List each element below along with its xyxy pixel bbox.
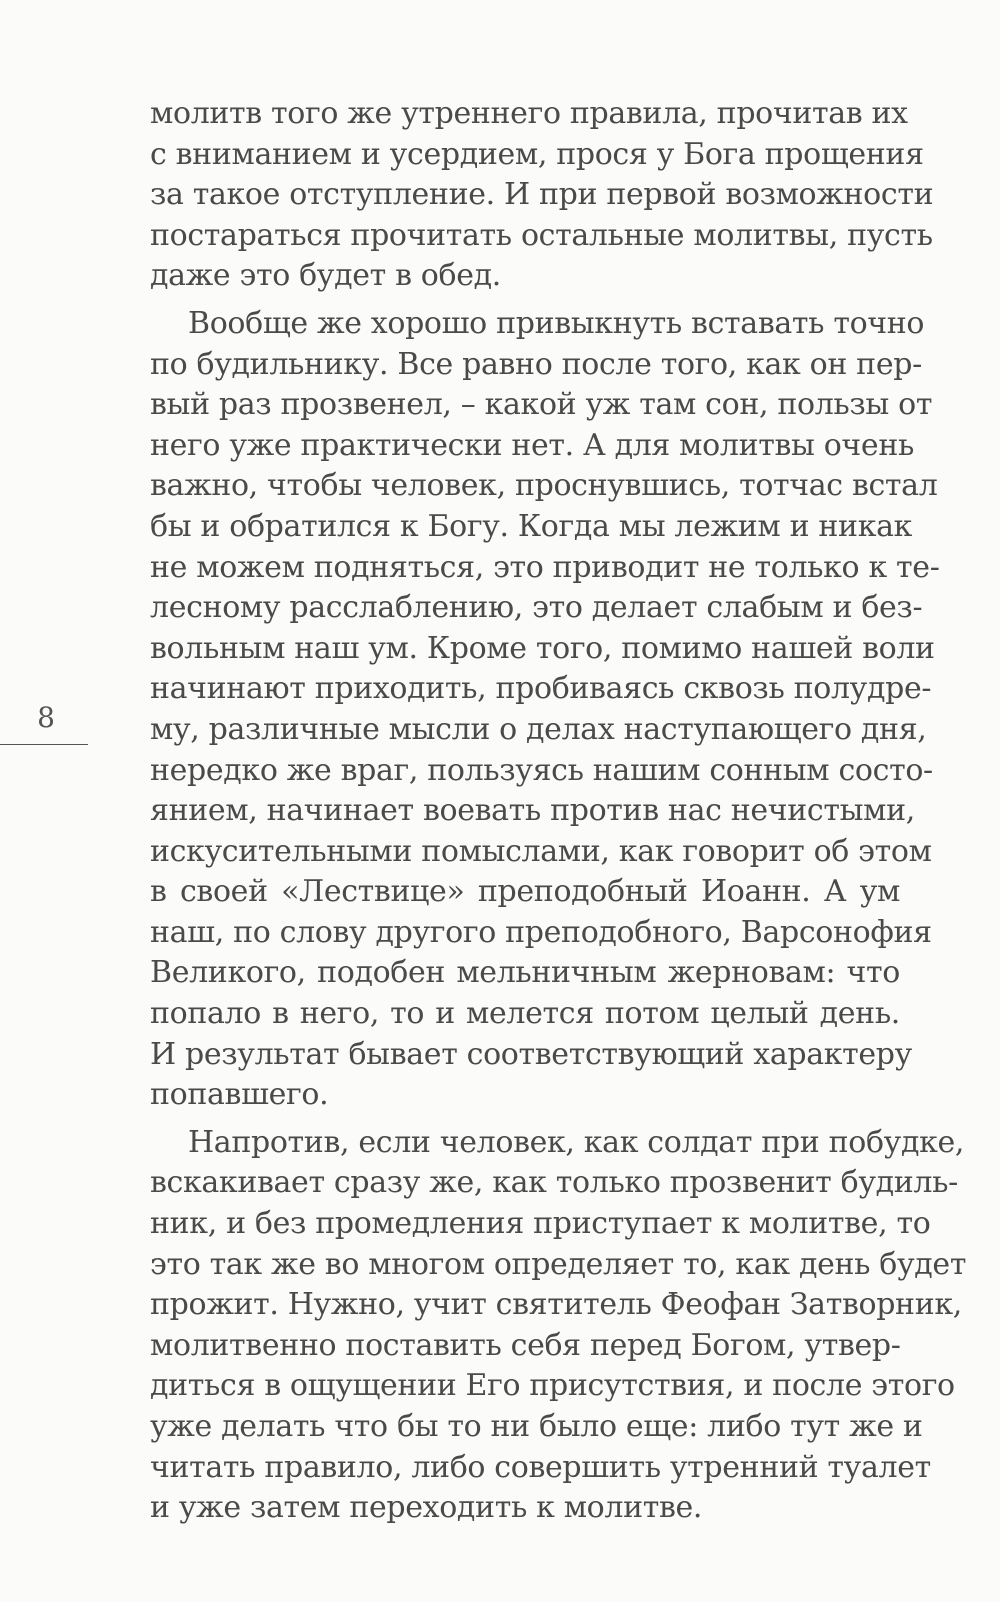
text-line: по будильнику. Все равно после того, как он пер-	[150, 346, 922, 382]
text-line: диться в ощущении Его присутствия, и после этого	[150, 1368, 955, 1404]
text-line: Вообще же хорошо привыкнуть вставать точно	[188, 305, 925, 341]
text-line: молитвенно поставить себя перед Богом, утвер-	[150, 1327, 901, 1363]
text-line: И результат бывает соответствующий характеру	[150, 1036, 912, 1072]
text-line: за такое отступление. И при первой возможности	[150, 177, 934, 213]
text-line: постараться прочитать остальные молитвы, пусть	[150, 217, 933, 253]
text-line: Напротив, если человек, как солдат при побудке,	[188, 1124, 965, 1160]
paragraph	[150, 304, 940, 1116]
text-line: нередко же враг, пользуясь нашим сонным состо-	[150, 752, 933, 788]
text-line: прожит. Нужно, учит святитель Феофан Затворник,	[150, 1287, 962, 1323]
text-line: в своей «Лествице» преподобный Иоанн. А ум	[150, 874, 900, 910]
text-line: читать правило, либо совершить утренний туалет	[150, 1449, 931, 1485]
paragraph	[150, 1123, 967, 1529]
text-line: это так же во многом определяет то, как день будет	[150, 1246, 967, 1282]
text-line: му, различные мысли о делах наступающего дня,	[150, 711, 927, 747]
page-number: 8	[37, 701, 55, 734]
paragraph	[150, 94, 934, 297]
text-line: наш, по слову другого преподобного, Варсонофия	[150, 914, 932, 950]
body-text	[150, 94, 967, 1529]
text-line: молитв того же утреннего правила, прочитав их	[150, 96, 908, 131]
text-line: и уже затем переходить к молитве.	[150, 1490, 703, 1526]
text-line: янием, начинает воевать против нас нечистыми,	[150, 793, 915, 829]
text-line: вольным наш ум. Кроме того, помимо нашей воли	[150, 630, 935, 666]
paragraph-gap	[150, 297, 900, 304]
text-line: него уже практически нет. А для молитвы очень	[150, 427, 914, 463]
paragraph-gap	[150, 1116, 900, 1123]
text-line: попавшего.	[150, 1077, 329, 1113]
text-line: даже это будет в обед.	[150, 258, 501, 294]
text-line: вый раз прозвенел, – какой уж там сон, пользы от	[150, 387, 933, 423]
text-line: с вниманием и усердием, прося у Бога прощения	[150, 136, 924, 172]
text-line: не можем подняться, это приводит не только к те-	[150, 549, 940, 585]
text-line: важно, чтобы человек, проснувшись, тотчас встал	[150, 468, 938, 504]
text-line: вскакивает сразу же, как только прозвенит будиль-	[150, 1165, 958, 1201]
text-line: искусительными помыслами, как говорит об этом	[150, 833, 932, 869]
text-line: начинают приходить, пробиваясь сквозь полудре-	[150, 671, 932, 707]
text-line: ник, и без промедления приступает к молитве, то	[150, 1206, 931, 1242]
text-line: лесному расслаблению, это делает слабым и без-	[150, 590, 923, 626]
page-number-rule	[0, 744, 88, 745]
text-line: Великого, подобен мельничным жерновам: что	[150, 955, 900, 991]
text-line: уже делать что бы то ни было еще: либо тут же и	[150, 1409, 923, 1444]
text-line: бы и обратился к Богу. Когда мы лежим и никак	[150, 508, 913, 544]
text-line: попало в него, то и мелется потом целый день.	[150, 996, 900, 1032]
